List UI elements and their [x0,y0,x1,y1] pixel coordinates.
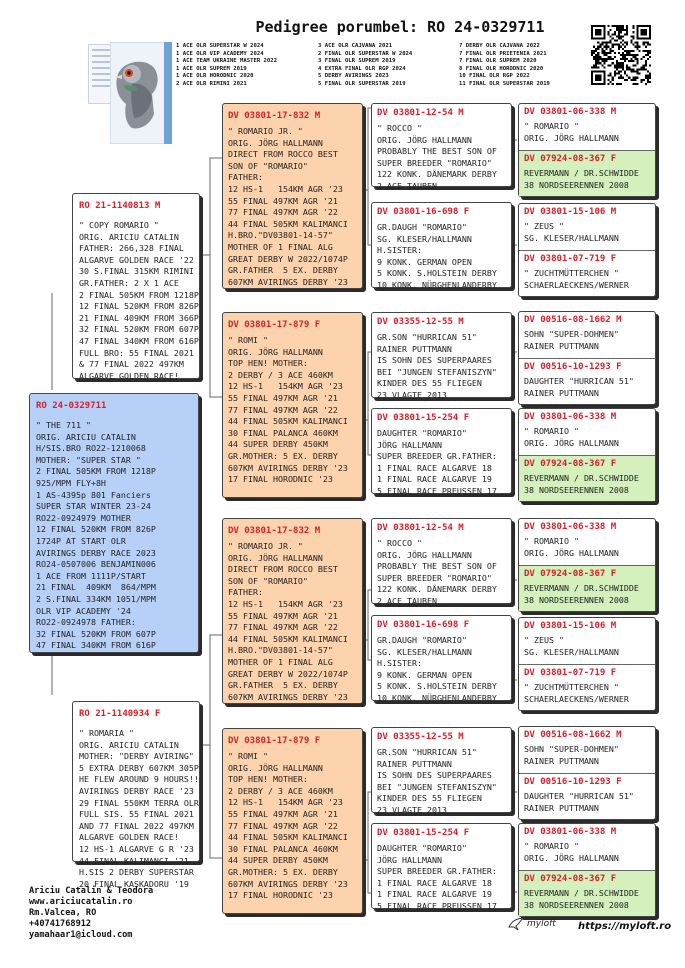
pigeon-details: DAUGHTER "HURRICAN 51" RAINER PUTTMANN [524,791,634,813]
pigeon-details: " ROMARIO " ORIG. JÖRG HALLMANN [524,426,619,448]
pigeon-details: " COPY ROMARIO " ORIG. ARICIU CATALIN FATHER: 266,328 FINAL ALGARVE GOLDEN RACE '22 30 S.FINAL 315KM RIMINI GR.FATHER: 2 X 1 ACE 2 FINAL 505KM FROM 1218P 12 FINAL 520KM FROM 826P 21 FINAL 409KM FROM 366P 32 FINAL 520KM FROM 607P 47 FINAL 340KM FROM 616P FULL BRO: 55 FINAL 2021 & 77 FINAL 2022 497KM ALGARVE GOLDEN RACE! [79,220,199,381]
ring-number: DV 00516-10-1293 F [524,362,622,372]
pigeon-details: " ZEUS " SG. KLESER/HALLMANN [524,635,619,657]
pigeon-details: GR.SON "HURRICAN 51" RAINER PUTTMANN IS SOHN DES SUPERPAARES BEI "JUNGEN STEFANISZYN" KINDER DES 55 FLIEGEN 23 VLAGTE 2013 [377,747,497,815]
myloft-website-link[interactable]: https://myloft.ro [578,921,672,932]
ring-number: DV 00516-08-1662 M [524,315,622,325]
ring-number: RO 21-1140813 M [79,201,161,211]
mother-card[interactable] [72,701,200,889]
pigeon-details: " ZUCHTMÜTTERCHEN " SCHAERLAECKENS/WERNER [524,268,629,290]
ancestor-pair-card[interactable] [518,617,656,711]
pigeon-details: DAUGHTER "ROMARIO" JÖRG HALLMANN SUPER BREEDER GR.FATHER: 1 FINAL RACE ALGARVE 18 1 FINAL RACE ALGARVE 19 5 FINAL RACE PREUSSEN 17 [377,843,497,911]
ring-number: DV 03801-16-698 F [377,620,470,630]
page-title: Pedigree porumbel: RO 24-0329711 [255,18,545,36]
pigeon-details: REVERMANN / DR.SCHWIDDE 38 NORDSEERENNEN 2008 [524,473,639,495]
pigeon-details: " ROMARIO " ORIG. JÖRG HALLMANN [524,841,619,863]
ring-number: DV 07924-08-367 F [524,154,617,164]
achievements-column-2: 3 ACE OLR CAJVANA 2021 2 FINAL OLR SUPERSTAR W 2024 3 FINAL OLR SUPREM 2019 4 EXTRA FINAL OLR RGP 2024 5 DERBY AVIRINGS 2023 5 FINAL OLR SUPERSTAR 2019 [318,43,413,87]
great-grandparent-card[interactable] [371,823,512,909]
great-grandparent-card[interactable] [371,727,512,813]
great-grandparent-card[interactable] [371,408,512,494]
grandparent-card[interactable] [222,728,363,914]
pigeon-details: " ROCCO " ORIG. JÖRG HALLMANN PROBABLY THE BEST SON OF SUPER BREEDER "ROMARIO" 122 KONK. DÄNEMARK DERBY 2 ACE TAUBEN [377,123,497,191]
pigeon-details: GR.SON "HURRICAN 51" RAINER PUTTMANN IS SOHN DES SUPERPAARES BEI "JUNGEN STEFANISZYN" KINDER DES 55 FLIEGEN 23 VLAGTE 2013 [377,332,497,400]
achievements-column-3: 7 DERBY OLR CAJVANA 2022 7 FINAL OLR PRIETENIA 2021 7 FINAL OLR SUPREM 2020 8 FINAL OLR HORODNIC 2020 10 FINAL OLR RGP 2022 11 FINAL OLR SUPERSTAR 2019 [459,43,550,87]
ring-number: DV 03801-07-719 F [524,254,617,264]
achievements-column-1: 1 ACE OLR SUPERSTAR W 2024 1 ACE OLR VIP ACADEMY 2024 1 ACE TEAM UKRAINE MASTER 2022 1 ACE OLR SUPREM 2019 1 ACE OLR HORODNIC 2020 2 ACE OLR RIMINI 2021 [176,43,278,87]
ring-number: DV 03355-12-55 M [377,317,464,327]
ring-number: DV 03801-17-832 M [228,111,321,121]
ring-number: DV 03801-15-106 M [524,207,617,217]
ring-number: DV 03801-12-54 M [377,523,464,533]
great-grandparent-card[interactable] [371,518,512,604]
pigeon-photo [84,42,174,144]
great-grandparent-card[interactable] [371,202,512,288]
ancestor-pair-card[interactable] [518,518,656,612]
father-card[interactable] [72,193,200,379]
ring-number: DV 00516-08-1662 M [524,730,622,740]
pigeon-details: DAUGHTER "ROMARIO" JÖRG HALLMANN SUPER BREEDER GR.FATHER: 1 FINAL RACE ALGARVE 18 1 FINAL RACE ALGARVE 19 5 FINAL RACE PREUSSEN 17 [377,428,497,496]
pigeon-details: SOHN "SUPER-DOHMEN" RAINER PUTTMANN [524,329,619,351]
pigeon-details: " ROMI " ORIG. JÖRG HALLMANN TOP HEN! MOTHER: 2 DERBY / 3 ACE 460KM 12 HS-1 154KM AGR '23 55 FINAL 497KM AGR '21 77 FINAL 497KM AGR '22 44 FINAL 505KM KALIMANCI 30 FINAL PALANCA 460KM 44 SUPER DERBY 450KM GR.MOTHER: 5 EX. DERBY 607KM AVIRINGS DERBY '23 17 FINAL HORODNIC '23 [228,335,348,485]
grandparent-card[interactable] [222,312,363,498]
ring-number: DV 03801-15-254 F [377,828,470,838]
ring-number: RO 21-1140934 F [79,709,161,719]
ring-number: DV 03801-15-106 M [524,621,617,631]
qr-code[interactable] [591,25,651,85]
pigeon-details: " ROCCO " ORIG. JÖRG HALLMANN PROBABLY THE BEST SON OF SUPER BREEDER "ROMARIO" 122 KONK. DÄNEMARK DERBY 2 ACE TAUBEN [377,538,497,606]
great-grandparent-card[interactable] [371,312,512,398]
ancestor-pair-card[interactable] [518,823,656,917]
pigeon-details: " ZEUS " SG. KLESER/HALLMANN [524,221,619,243]
pigeon-details: " ZUCHTMÜTTERCHEN " SCHAERLAECKENS/WERNER [524,682,629,704]
pigeon-details: SOHN "SUPER-DOHMEN" RAINER PUTTMANN [524,744,619,766]
pigeon-details: " ROMI " ORIG. JÖRG HALLMANN TOP HEN! MOTHER: 2 DERBY / 3 ACE 460KM 12 HS-1 154KM AGR '23 55 FINAL 497KM AGR '21 77 FINAL 497KM AGR '22 44 FINAL 505KM KALIMANCI 30 FINAL PALANCA 460KM 44 SUPER DERBY 450KM GR.MOTHER: 5 EX. DERBY 607KM AVIRINGS DERBY '23 17 FINAL HORODNIC '23 [228,751,348,901]
pigeon-details: " ROMARIO " ORIG. JÖRG HALLMANN [524,536,619,558]
pigeon-icon [102,54,166,132]
pigeon-details: REVERMANN / DR.SCHWIDDE 38 NORDSEERENNEN 2008 [524,168,639,190]
pigeon-details: " ROMARIO JR. " ORIG. JÖRG HALLMANN DIRECT FROM ROCCO BEST SON OF "ROMARIO" FATHER: 12 HS-1 154KM AGR '23 55 FINAL 497KM AGR '21 77 FINAL 497KM AGR '22 44 FINAL 505KM KALIMANCI H.BRO."DV03801-14-57" MOTHER OF 1 FINAL ALG GREAT DERBY W 2022/1074P GR.FATHER 5 EX. DERBY 607KM AVIRINGS DERBY '23 [228,541,348,702]
ring-number: DV 03801-06-338 M [524,827,617,837]
pigeon-details: " ROMARIO JR. " ORIG. JÖRG HALLMANN DIRECT FROM ROCCO BEST SON OF "ROMARIO" FATHER: 12 HS-1 154KM AGR '23 55 FINAL 497KM AGR '21 77 FINAL 497KM AGR '22 44 FINAL 505KM KALIMANCI H.BRO."DV03801-14-57" MOTHER OF 1 FINAL ALG GREAT DERBY W 2022/1074P GR.FATHER 5 EX. DERBY 607KM AVIRINGS DERBY '23 [228,126,348,287]
ring-number: DV 07924-08-367 F [524,459,617,469]
pigeon-details: GR.DAUGH "ROMARIO" SG. KLESER/HALLMANN H.SISTER: 9 KONK. GERMAN OPEN 5 KONK. S.HOLSTEIN DERBY 10 KONK. NÜRGHENLANDERBY [377,222,497,290]
ancestor-pair-card[interactable] [518,726,656,820]
ancestor-pair-card[interactable] [518,311,656,405]
great-grandparent-card[interactable] [371,103,512,191]
ring-number: DV 07924-08-367 F [524,874,617,884]
pigeon-details: GR.DAUGH "ROMARIO" SG. KLESER/HALLMANN H.SISTER: 9 KONK. GERMAN OPEN 5 KONK. S.HOLSTEIN DERBY 10 KONK. NÜRGHENLANDERBY [377,635,497,703]
ancestor-pair-card[interactable] [518,103,656,197]
myloft-logo: myloft [508,916,556,932]
ring-number: DV 03801-06-338 M [524,107,617,117]
breeder-location: Rm.Valcea, RO [29,908,97,918]
ring-number: DV 03801-06-338 M [524,412,617,422]
pigeon-details: " ROMARIO " ORIG. JÖRG HALLMANN [524,121,619,143]
ancestor-pair-card[interactable] [518,408,656,502]
breeder-email-link[interactable]: yamahaar1@icloud.com [29,930,133,940]
ring-number: DV 00516-10-1293 F [524,777,622,787]
ring-number: RO 24-0329711 [36,401,107,411]
ring-number: DV 03801-06-338 M [524,522,617,532]
pigeon-details: REVERMANN / DR.SCHWIDDE 38 NORDSEERENNEN 2008 [524,583,639,605]
grandparent-card[interactable] [222,103,363,289]
ring-number: DV 03801-12-54 M [377,108,464,118]
pigeon-details: DAUGHTER "HURRICAN 51" RAINER PUTTMANN [524,376,634,398]
breeder-phone[interactable]: +40741768912 [29,919,92,929]
breeder-contact [29,886,153,941]
ring-number: DV 03801-07-719 F [524,668,617,678]
grandparent-card[interactable] [222,518,363,704]
ring-number: DV 03801-15-254 F [377,413,470,423]
pigeon-details: " ROMARIA " ORIG. ARICIU CATALIN MOTHER: "DERBY AVIRING" 5 EXTRA DERBY 607KM 305P HE FLEW AROUND 9 HOURS!! AVIRINGS DERBY RACE '23 29 FINAL 550KM TERRA OLR FULL SIS. 55 FINAL 2021 AND 77 FINAL 2022 497KM ALGARVE GOLDEN RACE! 12 HS-1 ALGARVE G R '23 44 FINAL KALIMANCI '21 H.SIS 2 DERBY SUPERSTAR 20 FINAL KASKADORU '19 [79,728,199,889]
breeder-website-link[interactable]: www.ariciucatalin.ro [29,897,133,907]
great-grandparent-card[interactable] [371,615,512,701]
subject-pigeon-card[interactable] [29,393,199,653]
ring-number: DV 07924-08-367 F [524,569,617,579]
pigeon-details: " THE 711 " ORIG. ARICIU CATALIN H/SIS.BRO RO22-1210068 MOTHER: "SUPER STAR " 2 FINAL 505KM FROM 1218P 925/MPM FLY+8H 1 AS-4395p 801 Fanciers SUPER STAR WINTER 23-24 RO22-0924979 MOTHER 12 FINAL 520KM FROM 826P 1724P AT START OLR AVIRINGS DERBY RACE 2023 RO24-0507006 BENJAMIN006 1 ACE FROM 1111P/START 21 FINAL 409KM 864/MPM 2 S.FINAL 334KM 1051/MPM OLR VIP ACADEMY '24 RO22-0924978 FATHER: 32 FINAL 520KM FROM 607P 47 FINAL 340KM FROM 616P [36,420,156,651]
ring-number: DV 03355-12-55 M [377,732,464,742]
breeder-name: Ariciu Catalin & Teodora [29,886,154,896]
ring-number: DV 03801-17-879 F [228,320,321,330]
ring-number: DV 03801-16-698 F [377,207,470,217]
pigeon-details: REVERMANN / DR.SCHWIDDE 38 NORDSEERENNEN 2008 [524,888,639,910]
ancestor-pair-card[interactable] [518,203,656,297]
bird-icon [508,916,524,932]
ring-number: DV 03801-17-832 M [228,526,321,536]
ring-number: DV 03801-17-879 F [228,736,321,746]
